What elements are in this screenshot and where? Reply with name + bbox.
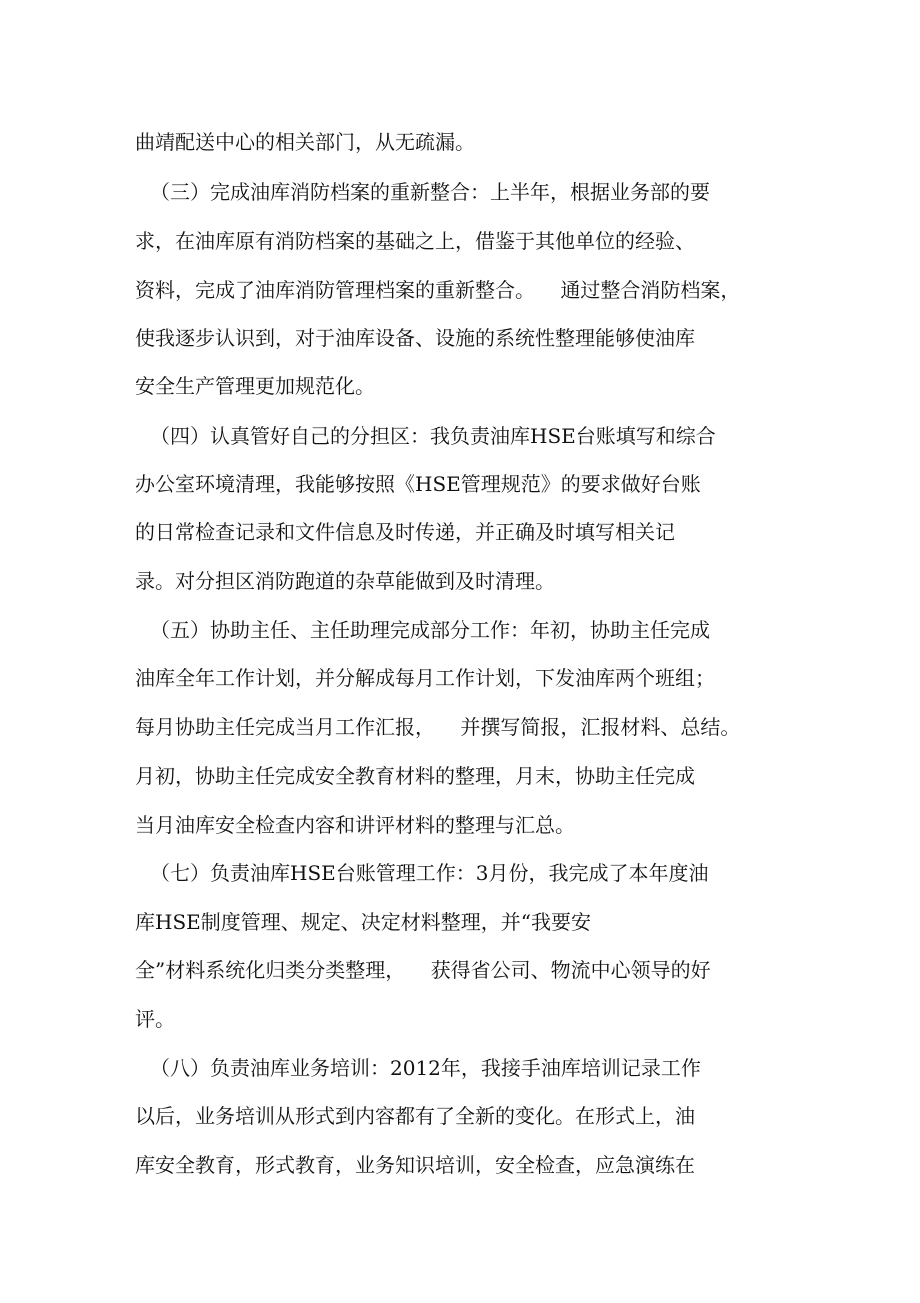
text-line: 库HSE制度管理、规定、决定材料整理，并“我要安 (135, 910, 591, 934)
section-heading-line: （五）协助主任、主任助理完成部分工作：年初，协助主任完成 (150, 618, 710, 642)
text-line: 办公室环境清理，我能够按照《HSE管理规范》的要求做好台账 (135, 472, 701, 496)
text-line: 每月协助主任完成当月工作汇报， 并撰写简报，汇报材料、总结。 (135, 715, 741, 739)
text-line: 油库全年工作计划，并分解成每月工作计划，下发油库两个班组； (135, 666, 715, 690)
text-line: 月初，协助主任完成安全教育材料的整理，月末，协助主任完成 (135, 764, 695, 788)
text-line: 录。对分担区消防跑道的杂草能做到及时清理。 (135, 569, 555, 593)
text-line: 全”材料系统化归类分类整理， 获得省公司、物流中心领导的好 (135, 958, 711, 982)
section-heading-line: （三）完成油库消防档案的重新整合：上半年，根据业务部的要 (150, 180, 710, 204)
text-line: 的日常检查记录和文件信息及时传递，并正确及时填写相关记 (135, 520, 675, 544)
text-line: 评。 (135, 1007, 175, 1031)
text-line: 安全生产管理更加规范化。 (135, 374, 375, 398)
section-heading-line: （四）认真管好自己的分担区：我负责油库HSE台账填写和综合 (150, 424, 716, 448)
section-heading-line: （八）负责油库业务培训：2012年，我接手油库培训记录工作 (150, 1056, 701, 1080)
text-line: 当月油库安全检查内容和讲评材料的整理与汇总。 (135, 813, 575, 837)
section-heading-line: （七）负责油库HSE台账管理工作：3月份，我完成了本年度油 (150, 861, 709, 885)
text-line: 库安全教育，形式教育，业务知识培训，安全检查，应急演练在 (135, 1153, 695, 1177)
text-line: 以后，业务培训从形式到内容都有了全新的变化。在形式上，油 (135, 1104, 695, 1128)
text-line: 使我逐步认识到，对于油库设备、设施的系统性整理能够使油库 (135, 326, 695, 350)
text-line: 求，在油库原有消防档案的基础之上，借鉴于其他单位的经验、 (135, 229, 695, 253)
text-line: 资料，完成了油库消防管理档案的重新整合。 通过整合消防档案， (135, 278, 741, 302)
text-line: 曲靖配送中心的相关部门，从无疏漏。 (135, 130, 475, 154)
